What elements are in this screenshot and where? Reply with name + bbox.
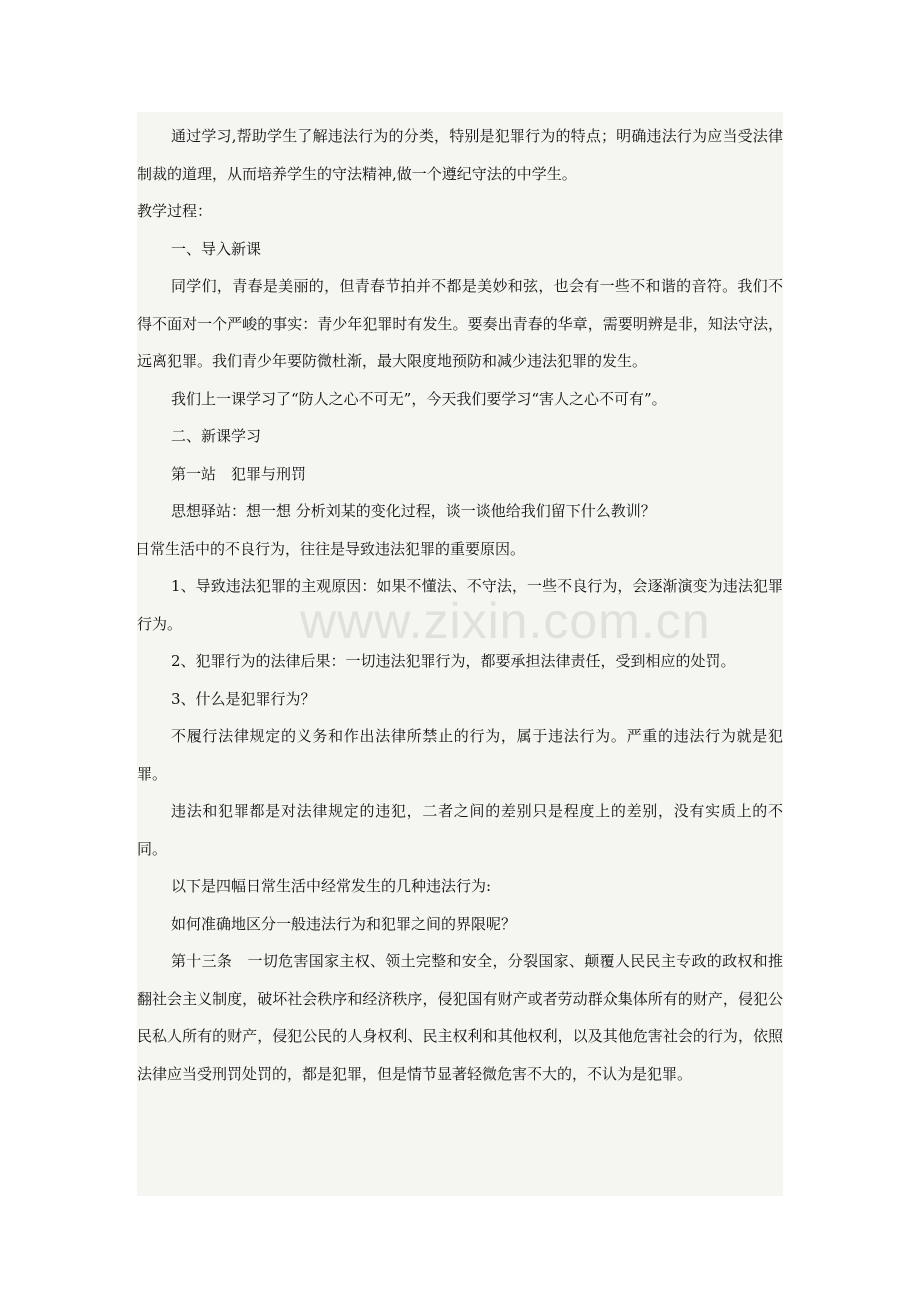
watermark-text: www.zixin.com.cn <box>300 593 711 649</box>
paragraph-difference: 违法和犯罪都是对法律规定的违犯，二者之间的差别只是程度上的差别，没有实质上的不同。 <box>137 802 783 858</box>
paragraph-question: 如何准确地区分一般违法行为和犯罪之间的界限呢？ <box>171 914 517 933</box>
document-body <box>137 118 783 1093</box>
paragraph-point-3: 3、什么是犯罪行为？ <box>171 689 316 708</box>
paragraph-objective: 通过学习,帮助学生了解违法行为的分类，特别是犯罪行为的特点；明确违法行为应当受法律制裁的道理，从而培养学生的守法精神,做一个遵纪守法的中学生。 <box>137 127 783 183</box>
heading-introduction: 一、导入新课 <box>171 239 262 258</box>
paragraph-four-pictures: 以下是四幅日常生活中经常发生的几种违法行为: <box>171 877 492 895</box>
paragraph-point-2: 2、犯罪行为的法律后果：一切违法犯罪行为，都要承担法律责任，受到相应的处罚。 <box>171 652 736 670</box>
paragraph-bad-behavior: 日常生活中的不良行为，往往是导致违法犯罪的重要原因。 <box>135 539 526 558</box>
paragraph-point-1: 1、导致违法犯罪的主观原因：如果不懂法、不守法，一些不良行为，会逐渐演变为违法犯罪行为。 <box>137 577 783 633</box>
heading-teaching-process: 教学过程： <box>137 202 213 220</box>
paragraph-previous-lesson: 我们上一课学习了“防人之心不可无”，今天我们要学习“害人之心不可有”。 <box>171 389 667 408</box>
paragraph-thinking-station: 思想驿站：想一想 分析刘某的变化过程，谈一谈他给我们留下什么教训？ <box>171 502 656 520</box>
heading-new-lesson: 二、新课学习 <box>171 427 262 445</box>
document-page <box>137 112 783 1196</box>
paragraph-introduction: 同学们，青春是美丽的，但青春节拍并不都是美妙和弦，也会有一些不和谐的音符。我们不得不面对一个严峻的事实：青少年犯罪时有发生。要奏出青春的华章，需要明辨是非，知法守法，远离犯罪。我们青少年要防微杜渐，最大限度地预防和减少违法犯罪的发生。 <box>137 277 783 370</box>
paragraph-article-13: 第十三条 一切危害国家主权、领土完整和安全，分裂国家、颠覆人民民主专政的政权和推翻社会主义制度，破坏社会秩序和经济秩序，侵犯国有财产或者劳动群众集体所有的财产，侵犯公民私人所有的财产，侵犯公民的人身权利、民主权利和其他权利，以及其他危害社会的行为，依照法律应当受刑罚处罚的，都是犯罪，但是情节显著轻微危害不大的，不认为是犯罪。 <box>137 952 783 1083</box>
heading-first-station: 第一站 犯罪与刑罚 <box>171 464 307 483</box>
paragraph-definition: 不履行法律规定的义务和作出法律所禁止的行为，属于违法行为。严重的违法行为就是犯罪。 <box>137 727 783 783</box>
